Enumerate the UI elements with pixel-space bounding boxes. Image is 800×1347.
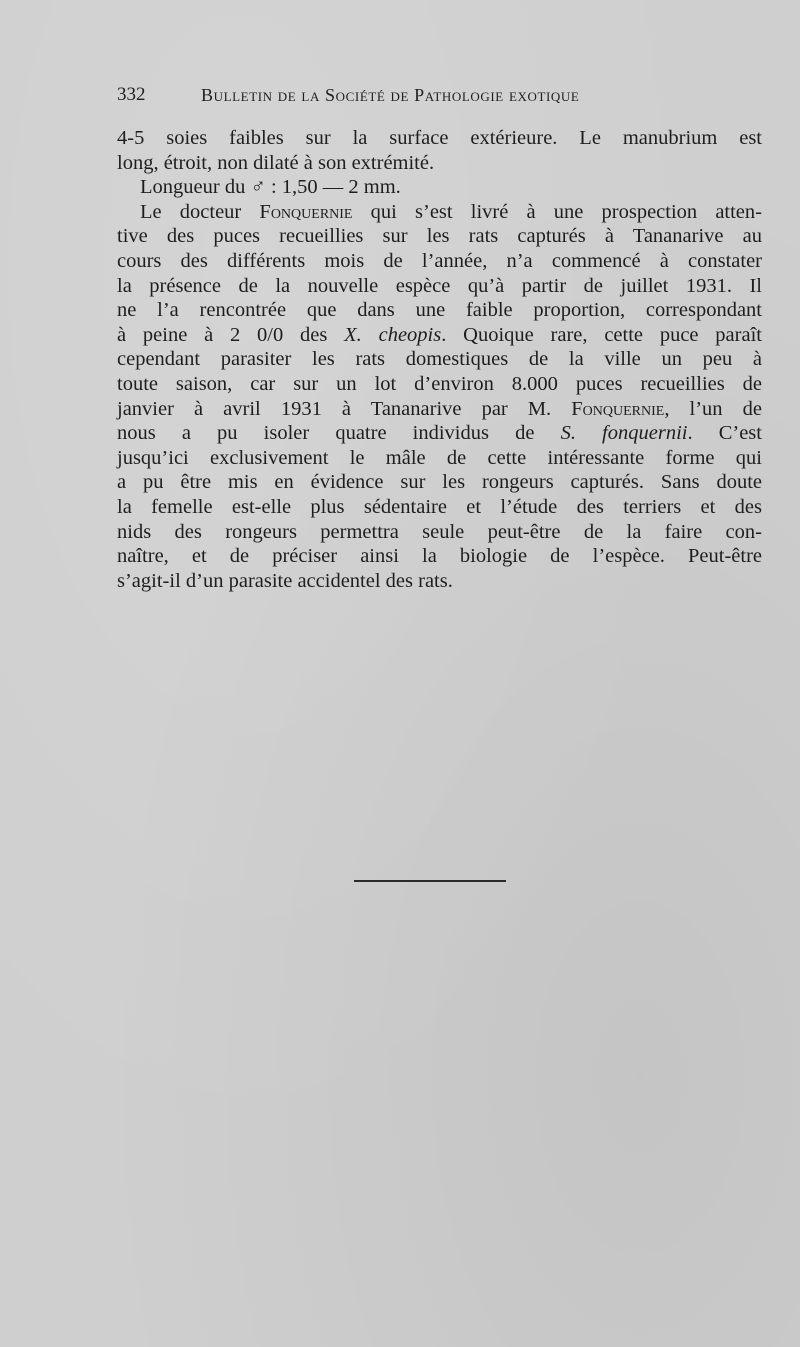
text-line: la femelle est-elle plus sédentaire et l’étude des terriers et des [117,495,762,518]
running-title: Bulletin de la Société de Pathologie exotique [201,85,580,105]
text-run: à peine à 2 0/0 des [117,323,345,346]
text-line [117,200,762,225]
author-name: Fonquernie [259,200,353,223]
text-line: jusqu’ici exclusivement le mâle de cette intéressante forme qui [117,446,762,469]
species-name: S. fonquernii [560,422,688,445]
text-line: s’agit-il d’un parasite accidentel des rats. [117,569,453,592]
text-line: a pu être mis en évidence sur les rongeurs capturés. Sans doute [117,471,762,494]
section-end-rule [354,880,506,882]
text-run: . Quoique rare, cette puce paraît [441,323,762,346]
text-line: Longueur du ♂ : 1,50 — 2 mm. [140,176,401,199]
page-header [117,84,762,112]
text-line: naître, et de préciser ainsi la biologie de l’espèce. Peut-être [117,545,762,568]
text-line: nids des rongeurs permettra seule peut-être de la faire con- [117,520,762,543]
text-line [117,323,762,348]
text-line: ne l’a rencontrée que dans une faible proportion, correspondant [117,299,762,322]
text-run: qui s’est livré à une prospection atten- [352,200,762,223]
text-line: toute saison, car sur un lot d’environ 8.000 puces recueillies de [117,372,762,395]
text-line: long, étroit, non dilaté à son extrémité. [117,151,435,174]
text-run: . C’est [687,422,762,445]
text-line [117,397,762,422]
text-run: , l’un de [664,397,762,420]
text-run: nous a pu isoler quatre individus de [117,422,561,445]
text-run: Le docteur [140,200,260,223]
text-line: tive des puces recueillies sur les rats capturés à Tananarive au [117,225,762,248]
text-line: la présence de la nouvelle espèce qu’à partir de juillet 1931. Il [117,274,762,297]
body-text [117,126,762,593]
text-run: janvier à avril 1931 à Tananarive par M. [117,397,572,420]
text-line: 4-5 soies faibles sur la surface extérieure. Le manubrium est [117,127,762,149]
text-line: cependant parasiter les rats domestiques de la ville un peu à [117,348,762,371]
author-name: Fonquernie [571,397,665,420]
page-number: 332 [117,84,146,105]
species-name: X. cheopis [344,323,442,346]
text-line: cours des différents mois de l’année, n’a commencé à constater [117,249,762,272]
text-line [117,421,762,446]
